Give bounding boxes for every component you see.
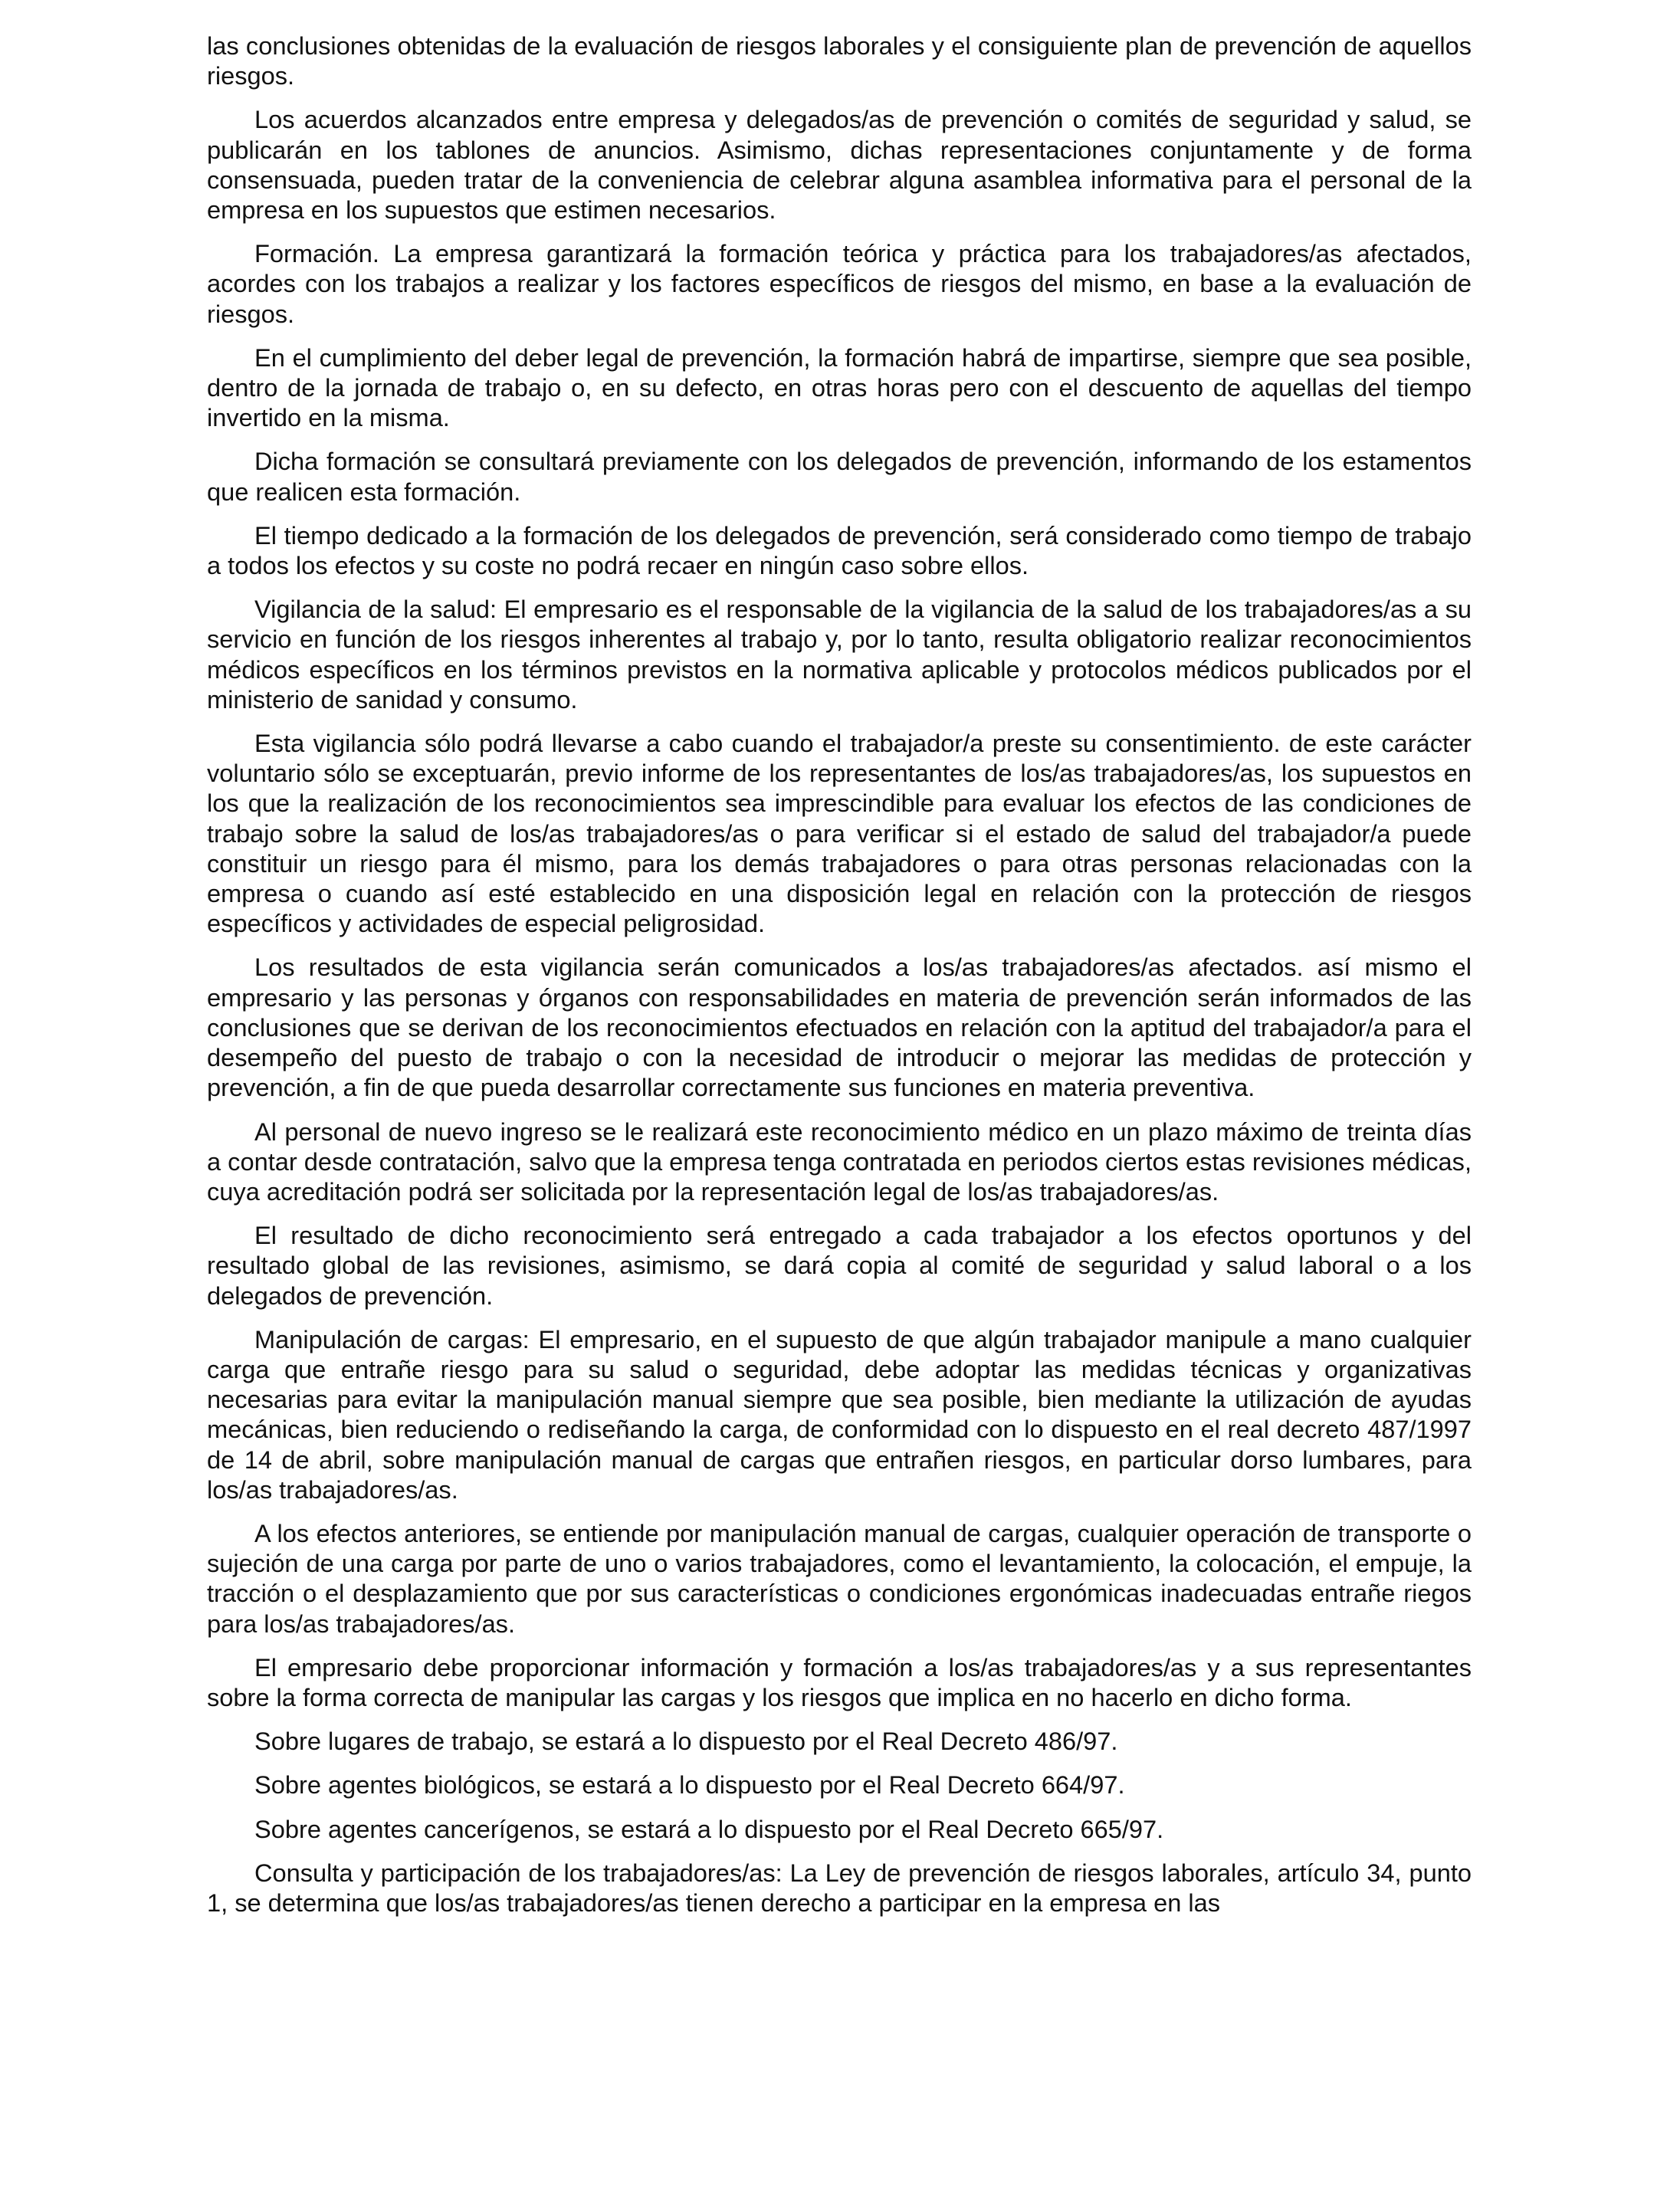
paragraph-consulta-participacion: Consulta y participación de los trabajadores/as: La Ley de prevención de riesgos laborales, artículo 34, punto 1, se determina que los/as trabajadores/as tienen derecho a participar en la empresa en las: [207, 1858, 1472, 1917]
paragraph-deber-legal: En el cumplimiento del deber legal de prevención, la formación habrá de impartirse, siempre que sea posible, dentro de la jornada de trabajo o, en su defecto, en otras horas pero con el descuento de aquellas del tiempo invertido en la misma.: [207, 343, 1472, 432]
paragraph-acuerdos: Los acuerdos alcanzados entre empresa y delegados/as de prevención o comités de seguridad y salud, se publicarán en los tablones de anuncios. Asimismo, dichas representaciones conjuntamente y de forma consensuada, pueden tratar de la conveniencia de celebrar alguna asamblea informativa para el personal de la empresa en los supuestos que estimen necesarios.: [207, 105, 1472, 225]
paragraph-nuevo-ingreso: Al personal de nuevo ingreso se le realizará este reconocimiento médico en un plazo máximo de treinta días a contar desde contratación, salvo que la empresa tenga contratada en periodos ciertos estas revisiones médicas, cuya acreditación podrá ser solicitada por la representación legal de los/as trabajadores/as.: [207, 1117, 1472, 1206]
paragraph-consulta-formacion: Dicha formación se consultará previamente con los delegados de prevención, informando de los estamentos que realicen esta formación.: [207, 447, 1472, 506]
paragraph-vigilancia-salud: Vigilancia de la salud: El empresario es el responsable de la vigilancia de la salud de los trabajadores/as a su servicio en función de los riesgos inherentes al trabajo y, por lo tanto, resulta obligatorio realizar reconocimientos médicos específicos en los términos previstos en la normativa aplicable y protocolos médicos publicados por el ministerio de sanidad y consumo.: [207, 595, 1472, 714]
paragraph-agentes-biologicos: Sobre agentes biológicos, se estará a lo dispuesto por el Real Decreto 664/97.: [254, 1770, 1125, 1800]
paragraph-tiempo-formacion: El tiempo dedicado a la formación de los delegados de prevención, será considerado como tiempo de trabajo a todos los efectos y su coste no podrá recaer en ningún caso sobre ellos.: [207, 520, 1472, 580]
paragraph-informacion-formacion: El empresario debe proporcionar información y formación a los/as trabajadores/as y a sus representantes sobre la forma correcta de manipular las cargas y los riesgos que implica en no hacerlo en dicho forma.: [207, 1652, 1472, 1711]
paragraph-formacion: Formación. La empresa garantizará la formación teórica y práctica para los trabajadores/as afectados, acordes con los trabajos a realizar y los factores específicos de riesgos del mismo, en base a la evaluación de riesgos.: [207, 239, 1472, 328]
paragraph-manipulacion-cargas: Manipulación de cargas: El empresario, en el supuesto de que algún trabajador manipule a mano cualquier carga que entrañe riesgo para su salud o seguridad, debe adoptar las medidas técnicas y organizativas necesarias para evitar la manipulación manual siempre que sea posible, bien mediante la utilización de ayudas mecánicas, bien reduciendo o rediseñando la carga, de conformidad con lo dispuesto en el real decreto 487/1997 de 14 de abril, sobre manipulación manual de cargas que entrañen riesgos, en particular dorso lumbares, para los/as trabajadores/as.: [207, 1324, 1472, 1504]
paragraph-lugares-trabajo: Sobre lugares de trabajo, se estará a lo dispuesto por el Real Decreto 486/97.: [254, 1727, 1118, 1756]
paragraph-agentes-cancerigenos: Sobre agentes cancerígenos, se estará a lo dispuesto por el Real Decreto 665/97.: [254, 1814, 1164, 1843]
paragraph-resultados-vigilancia: Los resultados de esta vigilancia serán comunicados a los/as trabajadores/as afectados. así mismo el empresario y las personas y órganos con responsabilidades en materia de prevención serán informados de las conclusiones que se derivan de los reconocimientos efectuados en relación con la aptitud del trabajador/a para el desempeño del puesto de trabajo o con la necesidad de introducir o mejorar las medidas de protección y prevención, a fin de que pueda desarrollar correctamente sus funciones en materia preventiva.: [207, 953, 1472, 1102]
paragraph-resultado-reconocimiento: El resultado de dicho reconocimiento será entregado a cada trabajador a los efectos oportunos y del resultado global de las revisiones, asimismo, se dará copia al comité de seguridad y salud laboral o a los delegados de prevención.: [207, 1221, 1472, 1310]
document-page: [207, 31, 1472, 1931]
paragraph-efectos-anteriores: A los efectos anteriores, se entiende por manipulación manual de cargas, cualquier operación de transporte o sujeción de una carga por parte de uno o varios trabajadores, como el levantamiento, la colocación, el empuje, la tracción o el desplazamiento que por sus características o condiciones ergonómicas inadecuadas entrañe riegos para los/as trabajadores/as.: [207, 1518, 1472, 1638]
paragraph-continuation: las conclusiones obtenidas de la evaluación de riesgos laborales y el consiguiente plan de prevención de aquellos riesgos.: [207, 31, 1472, 90]
paragraph-consentimiento: Esta vigilancia sólo podrá llevarse a cabo cuando el trabajador/a preste su consentimiento. de este carácter voluntario sólo se exceptuarán, previo informe de los representantes de los/as trabajadores/as, los supuestos en los que la realización de los reconocimientos sea imprescindible para evaluar los efectos de las condiciones de trabajo sobre la salud de los/as trabajadores/as o para verificar si el estado de salud del trabajador/a puede constituir un riesgo para él mismo, para los demás trabajadores o para otras personas relacionadas con la empresa o cuando así esté establecido en una disposición legal en relación con la protección de riesgos específicos y actividades de especial peligrosidad.: [207, 729, 1472, 938]
